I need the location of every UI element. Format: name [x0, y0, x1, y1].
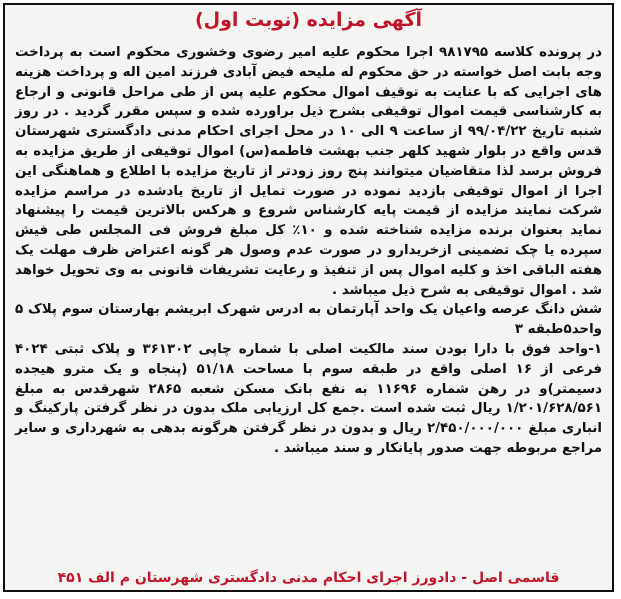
notice-paragraph-property: شش دانگ عرصه واعیان یک واحد آپارتمان به ادرس شهرک ابریشم بهارستان سوم پلاک ۵ واحد۵طبقه ۳ [15, 302, 602, 338]
notice-paragraph-main: در پرونده کلاسه ۹۸۱۷۹۵ اجرا محکوم علیه امیر رضوی وخشوری محکوم است به پرداخت وجه بابت اصل خواسته در حق محکوم له ملیحه فیض آبادی فرزند امین اله و پرداخت هزینه های اجرایی که با عنایت به توقیف اموال محکوم علیه پس از طی مراحل قانونی و ارجاع به کارشناسی قیمت اموال توقیفی بشرح ذیل براورده شده و سپس مقرر گردید . در روز شنبه تاریخ ۹۹/۰۴/۲۲ از ساعت ۹ الی ۱۰ در محل اجرای احکام مدنی دادگستری شهرستان قدس واقع در بلوار شهید کلهر جنب بهشت فاطمه(س) اموال توقیفی از طریق مزایده به فروش برسد لذا متقاضیان میتوانند پنج روز زودتر از تاریخ مزایده با اطلاع و هماهنگی این اجرا از اموال توقیفی بازدید نموده در صورت تمایل از تاریخ یادشده در مراسم مزایده شرکت نمایند مزایده از قیمت پایه کارشناس شروع و هرکس بالاترین قیمت را پیشنهاد نماید بعنوان برنده مزایده شناخته شده و ۱۰٪ کل مبلغ فروش فی المجلس طی فیش سپرده یا چک تضمینی ازخریدارو در صورت عدم وصول هر گونه اعتراض ظرف مهلت یک هفته الباقی اخذ و کلیه اموال پس از تنفیذ و رعایت تشریفات قانونی به وی تحویل خواهد شد . اموال توقیفی به شرح ذیل میباشد . [15, 45, 602, 298]
notice-frame [3, 3, 614, 592]
notice-footer: قاسمی اصل - دادورز اجرای احکام مدنی دادگستری شهرستان م الف ۴۵۱ [57, 570, 560, 586]
notice-title: آگهی مزایده (نوبت اول) [194, 9, 423, 31]
notice-paragraph-details: ۱-واحد فوق با دارا بودن سند مالکیت اصلی با شماره چاپی ۳۶۱۳۰۲ و پلاک ثبتی ۴۰۲۴ فرعی از ۱۶ اصلی واقع در طبقه سوم با مساحت ۵۱/۱۸ (پنجاه و یک مترو هیجده دسیمتر)و در رهن شماره ۱۱۶۹۶ به نفع بانک مسکن شعبه ۲۸۶۵ شهرقدس به مبلغ ۱/۲۰۱/۶۲۸/۵۶۱ ریال ثبت شده است .جمع کل ارزیابی ملک بدون در نظر گرفتن پارکینگ و انباری مبلغ ۲/۴۵۰/۰۰۰/۰۰۰ ریال و بدون در نظر گرفتن هرگونه بدهی به شهرداری و سایر مراجع مربوطه جهت صدور پایانکار و سند میباشد . [15, 341, 602, 456]
notice-body [15, 43, 602, 459]
